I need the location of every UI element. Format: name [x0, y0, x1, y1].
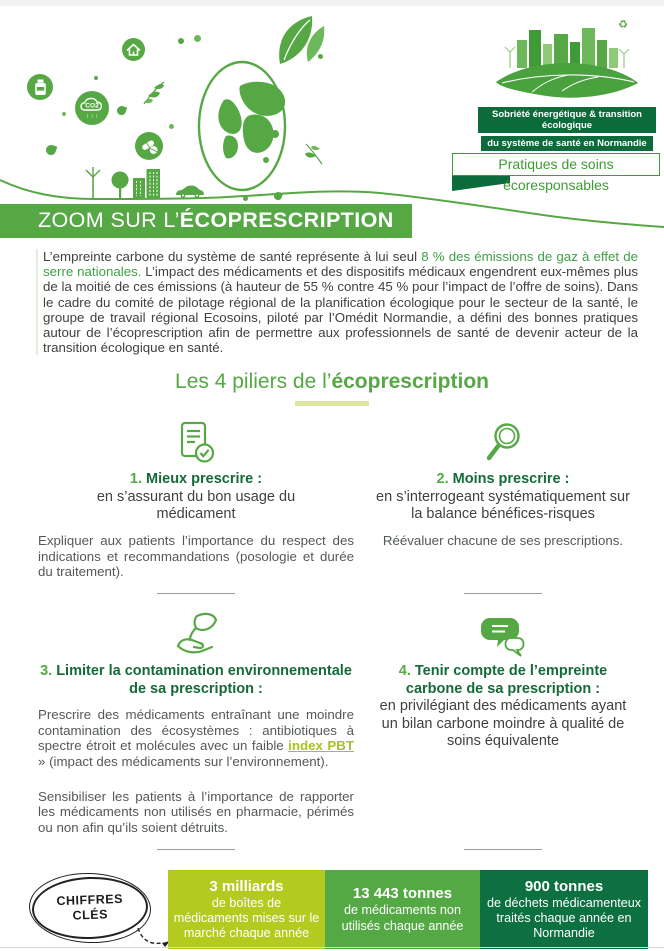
key-figures-oval — [31, 875, 149, 941]
prescription-check-icon — [176, 418, 216, 466]
eco-house-icon — [122, 38, 145, 61]
intro-part2: L’impact des médicaments et des dispositifs médicaux engendrent eux-mêmes plus de la moitié de ces émissions (à hauteur de 55 % contre 45 % pour l’impact de l’offre de soins). Dans le cadre du comité de pilotage régional de la planification écologique pour le secteur de la santé, le groupe de travail régional Ecosoins, piloté par l’Omédit Normandie, a défini des bonnes pratiques autour de l’écoprescription afin de permettre aux professionnels de santé de devenir acteur de la transition écologique en santé. — [43, 264, 639, 356]
pillar-title: Moins prescrire : — [452, 471, 570, 488]
index-pbt-link[interactable]: index PBT — [288, 738, 354, 754]
key-figures-label1: CHIFFRES — [56, 891, 124, 908]
page-title-regular: ZOOM SUR L’ — [38, 208, 180, 232]
key-figure-text: de déchets médicamenteux traités chaque année en Normandie — [486, 895, 641, 941]
dot — [94, 76, 98, 80]
key-figure-box-2 — [325, 870, 480, 950]
dot — [169, 124, 174, 129]
pillar-description-2: Sensibiliser les patients à l’importance de rapporter les médicaments non utilisés en pharmacie, périmés ou non afin qu’ils soient détruits. — [38, 788, 354, 835]
hand-leaf-icon — [170, 610, 222, 658]
section-title-bold: écoprescription — [331, 370, 489, 394]
pillar-number: 3. — [40, 663, 53, 679]
bottom-edge-line — [0, 947, 664, 948]
dot — [194, 35, 201, 42]
section-title-underline — [295, 401, 369, 406]
key-figures-boxes — [168, 870, 648, 950]
page-title-bold: ÉCOPRESCRIPTION — [179, 208, 394, 232]
pillars-grid — [38, 418, 640, 851]
key-figure-text: de boîtes de médicaments mises sur le marché chaque année — [173, 895, 320, 941]
pillar-title: Tenir compte de l’empreinte carbone de sa prescription : — [405, 663, 608, 697]
dot — [62, 112, 66, 116]
recycle-icon: ♻ — [618, 19, 628, 31]
divider — [464, 849, 542, 850]
header-illustration — [0, 6, 664, 204]
key-figure-value: 3 milliards — [209, 877, 284, 895]
intro-part1: L’empreinte carbone du système de santé représente à lui seul — [43, 249, 422, 264]
key-figures — [0, 870, 664, 944]
key-figure-box-3 — [480, 870, 648, 950]
intro-highlight: 8 % des émissions de gaz à effet de serre nationales. — [43, 249, 639, 280]
key-figure-value: 900 tonnes — [524, 877, 604, 895]
key-figure-text: de médicaments non utilisés chaque année — [341, 903, 464, 933]
leaf-sprig-icon — [140, 78, 166, 106]
section-title — [0, 370, 664, 394]
pillar-description: Expliquer aux patients l’importance du respect des indications et recommandations (posologie et durée du traitement). — [38, 532, 354, 580]
pillar-number: 1. — [129, 471, 142, 488]
medicine-bottle-icon — [27, 74, 53, 100]
pillar3-desc-part2: » (impact des médicaments sur l’environnement). — [38, 753, 329, 769]
green-city-leaf-icon — [492, 22, 642, 100]
pillar-2 — [366, 418, 640, 596]
pillar3-desc-part1: Prescrire des médicaments entraînant une moindre contamination des écosystèmes : antibiotiques à spectre étroit et molécules avec un faible — [38, 707, 354, 754]
section-title-regular: Les 4 piliers de l’ — [175, 370, 332, 394]
pillar-3 — [38, 610, 354, 852]
svg-text:CO2: CO2 — [85, 102, 99, 110]
pillar-subtitle: en s’assurant du bon usage du médicament — [96, 488, 296, 523]
pillar-description — [38, 707, 354, 769]
ribbon-practices: Pratiques de soins écoresponsables — [452, 153, 660, 176]
pillar-number: 2. — [436, 471, 449, 488]
co2-cloud-icon — [75, 91, 109, 125]
dot — [318, 54, 323, 59]
pillar-subtitle: en privilégiant des médicaments ayant un bilan carbone moindre à qualité de soins équivalente — [379, 698, 627, 749]
svg-text:↓ ↓ ↓: ↓ ↓ ↓ — [85, 113, 99, 120]
magnifier-icon — [481, 418, 525, 466]
program-logo — [478, 19, 656, 151]
program-label-line2: du système de santé en Normandie — [481, 136, 652, 151]
pillar-title: Limiter la contamination environnementale de sa prescription : — [56, 663, 352, 697]
key-figure-value: 13 443 tonnes — [352, 885, 453, 903]
pillar-4 — [366, 610, 640, 852]
divider — [157, 593, 235, 594]
divider — [157, 849, 235, 850]
program-label-line1: Sobriété énergétique & transition écologique — [478, 107, 656, 133]
dot — [178, 38, 184, 44]
intro-paragraph — [36, 249, 638, 355]
key-figure-box-1 — [168, 870, 325, 950]
pillar-subtitle: en s’interrogeant systématiquement sur la balance bénéfices-risques — [376, 488, 630, 523]
pillar-number: 4. — [398, 663, 411, 679]
key-figures-label2: CLÉS — [72, 907, 109, 923]
pillar-title: Mieux prescrire : — [146, 471, 263, 488]
divider — [464, 593, 542, 594]
pillar-1 — [38, 418, 354, 596]
pillar-description: Réévaluer chacune de ses prescriptions. — [382, 532, 624, 548]
speech-bubbles-icon — [478, 610, 528, 658]
dot — [116, 105, 127, 116]
